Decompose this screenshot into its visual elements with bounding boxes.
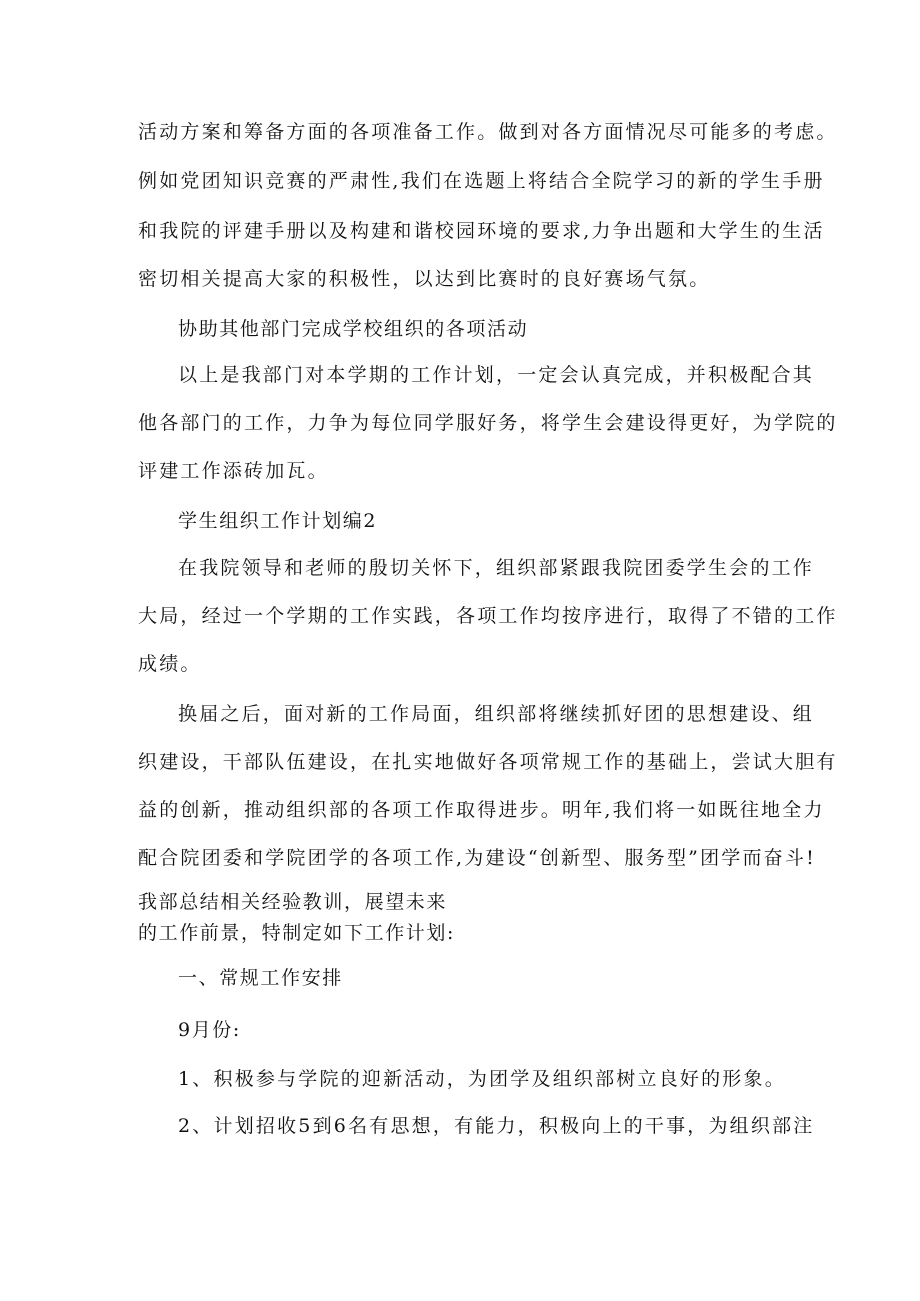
paragraph-8-heading: 一、常规工作安排: [178, 967, 343, 989]
paragraph-6-line-1: 换届之后，面对新的工作局面，组织部将继续抓好团的思想建设、组: [178, 703, 815, 725]
paragraph-4-heading: 学生组织工作计划编2: [178, 510, 378, 532]
paragraph-7-line-1: 我部总结相关经验教训，展望未来: [138, 891, 448, 913]
paragraph-6-line-2: 织建设，干部队伍建设，在扎实地做好各项常规工作的基础上，尝试大胆有: [138, 751, 838, 773]
paragraph-2: 协助其他部门完成学校组织的各项活动: [178, 318, 529, 340]
paragraph-10-item-1: 1、积极参与学院的迎新活动，为团学及组织部树立良好的形象。: [178, 1068, 786, 1090]
paragraph-3-line-1: 以上是我部门对本学期的工作计划，一定会认真完成，并积极配合其: [178, 364, 815, 386]
paragraph-6-line-3: 益的创新，推动组织部的各项工作取得进步。明年,我们将一如既往地全力: [138, 799, 825, 821]
paragraph-3-line-3: 评建工作添砖加瓦。: [138, 460, 329, 482]
paragraph-5-line-2: 大局，经过一个学期的工作实践，各项工作均按序进行，取得了不错的工作: [138, 605, 838, 627]
paragraph-7-line-2: 的工作前景，特制定如下工作计划:: [138, 922, 456, 944]
paragraph-1-line-4: 密切相关提高大家的积极性，以达到比赛时的良好赛场气氛。: [138, 268, 711, 290]
paragraph-5-line-3: 成绩。: [138, 653, 202, 675]
paragraph-9-month: 9月份:: [178, 1019, 241, 1041]
paragraph-3-line-2: 他各部门的工作，力争为每位同学服好务，将学生会建设得更好，为学院的: [138, 412, 838, 434]
paragraph-6-line-4: 配合院团委和学院团学的各项工作,为建设“创新型、服务型”团学而奋斗!: [138, 847, 816, 869]
paragraph-1-line-3: 和我院的评建手册以及构建和谐校园环境的要求,力争出题和大学生的生活: [138, 220, 825, 242]
paragraph-11-item-2: 2、计划招收5到6名有思想，有能力，积极向上的干事，为组织部注: [178, 1115, 815, 1137]
paragraph-5-line-1: 在我院领导和老师的殷切关怀下，组织部紧跟我院团委学生会的工作: [178, 557, 815, 579]
paragraph-1-line-1: 活动方案和筹备方面的各项准备工作。做到对各方面情况尽可能多的考虑。: [138, 121, 838, 143]
paragraph-1-line-2: 例如党团知识竞赛的严肃性,我们在选题上将结合全院学习的新的学生手册: [138, 170, 825, 192]
